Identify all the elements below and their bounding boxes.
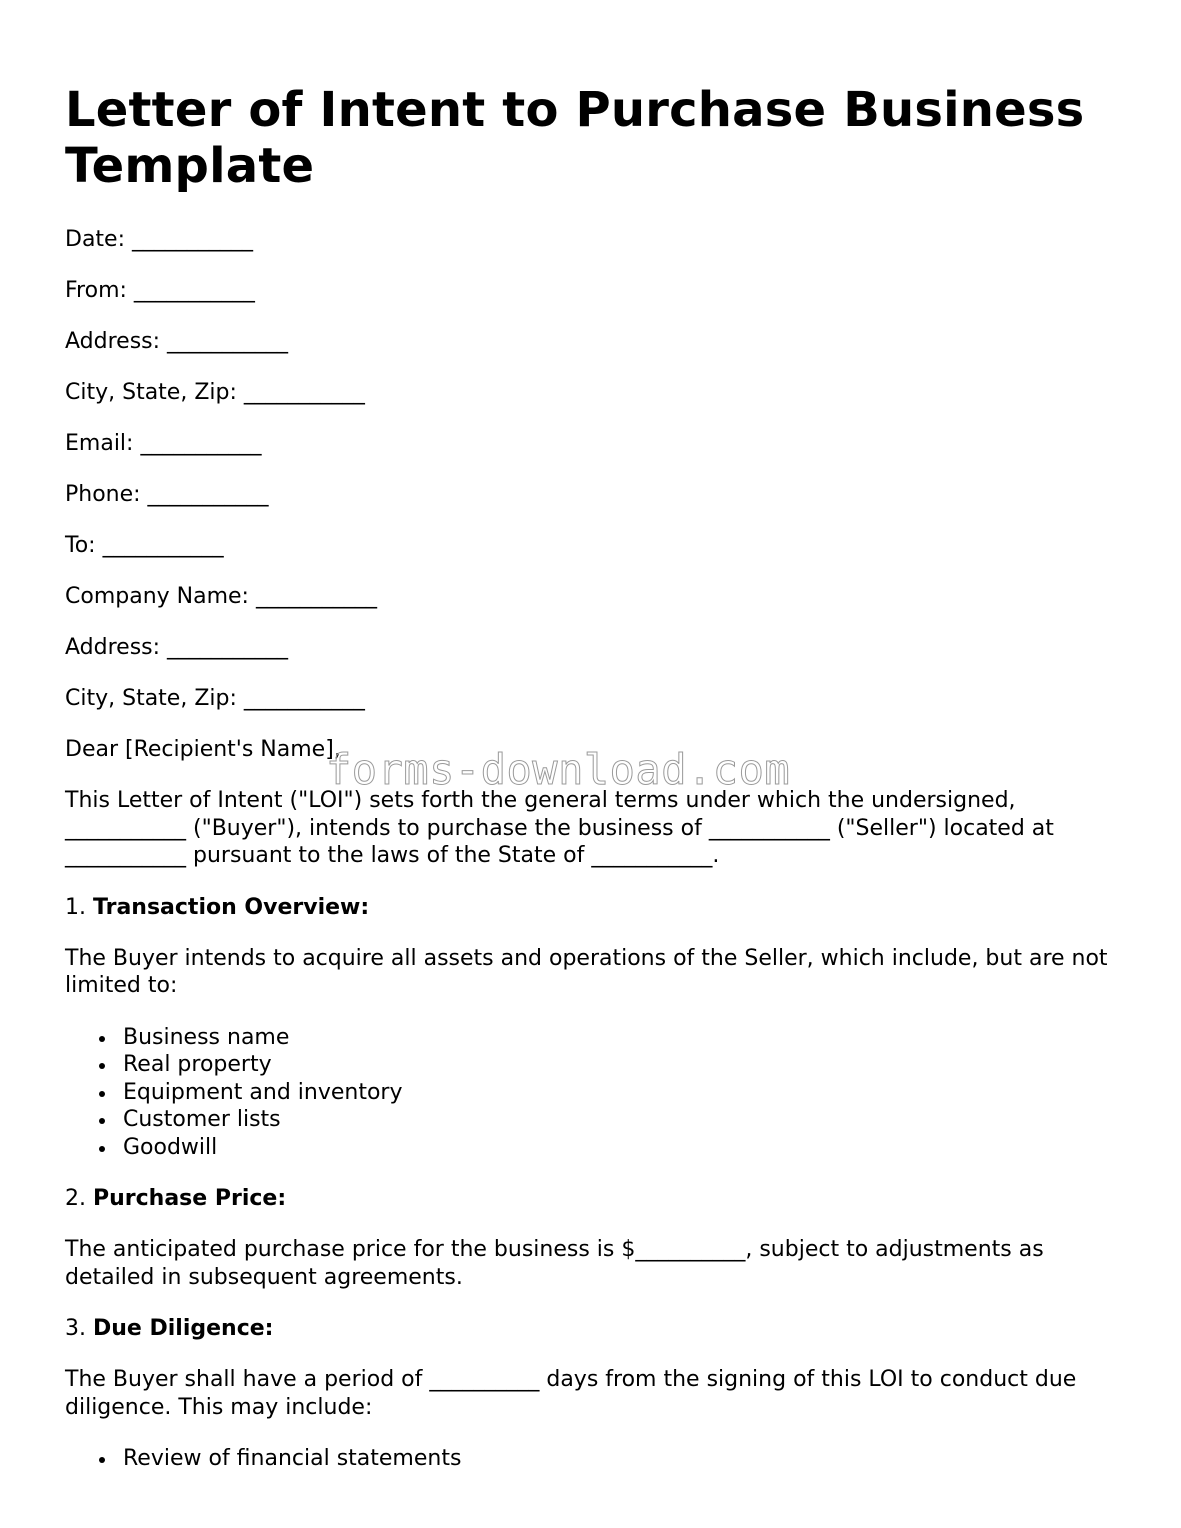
from-field: From: ___________ [65,278,255,303]
section-title: Purchase Price: [93,1186,287,1211]
list-item: Business name [123,1024,1125,1052]
section-title: Transaction Overview: [93,894,370,920]
to-field: To: ___________ [65,533,224,558]
section-number: 2. [65,1186,86,1211]
bullet-icon [99,1118,105,1124]
transaction-overview-body: The Buyer intends to acquire all assets and operations of the Seller, which include, but are not limited to: [65,945,1108,998]
list-item: Goodwill [123,1134,1125,1162]
section-heading-due-diligence [65,1315,1125,1342]
email-field: Email: ___________ [65,431,262,456]
purchase-price-body: The anticipated purchase price for the business is $__________, subject to adjustments as detailed in subsequent agreements. [65,1237,1044,1290]
list-item: Review of financial statements [123,1445,1125,1473]
section-title: Due Diligence: [93,1316,274,1341]
watermark: forms-download.com [326,745,791,794]
due-diligence-body: The Buyer shall have a period of __________ days from the signing of this LOI to conduct due diligence. This may include: [65,1367,1077,1420]
list-item: Real property [123,1051,1125,1079]
bullet-icon [99,1036,105,1042]
section-number: 1. [65,894,86,920]
section-number: 3. [65,1316,86,1341]
date-field: Date: ___________ [65,227,253,252]
document-title: Letter of Intent to Purchase Business Template [65,82,1085,194]
sender-city-state-zip-field: City, State, Zip: ___________ [65,380,365,405]
phone-field: Phone: ___________ [65,482,269,507]
bullet-icon [99,1091,105,1097]
section-heading-purchase-price [65,1185,1125,1212]
recipient-city-state-zip-field: City, State, Zip: ___________ [65,686,365,711]
section-heading-transaction-overview [65,894,1125,921]
bullet-icon [99,1063,105,1069]
company-name-field: Company Name: ___________ [65,584,377,609]
assets-list [65,1024,1125,1162]
due-diligence-list [65,1445,1125,1473]
list-item: Customer lists [123,1106,1125,1134]
bullet-icon [99,1146,105,1152]
bullet-icon [99,1457,105,1463]
sender-address-field: Address: ___________ [65,329,289,354]
recipient-address-field: Address: ___________ [65,635,289,660]
salutation: Dear [Recipient's Name], [65,737,341,762]
list-item: Equipment and inventory [123,1079,1125,1107]
intro-paragraph: This Letter of Intent ("LOI") sets forth the general terms under which the undersigned, ___________ ("Buyer"), intends to purchase the business of ___________ ("Seller") located at ___________ pursuant to the laws of the State of ___________. [65,788,1054,868]
